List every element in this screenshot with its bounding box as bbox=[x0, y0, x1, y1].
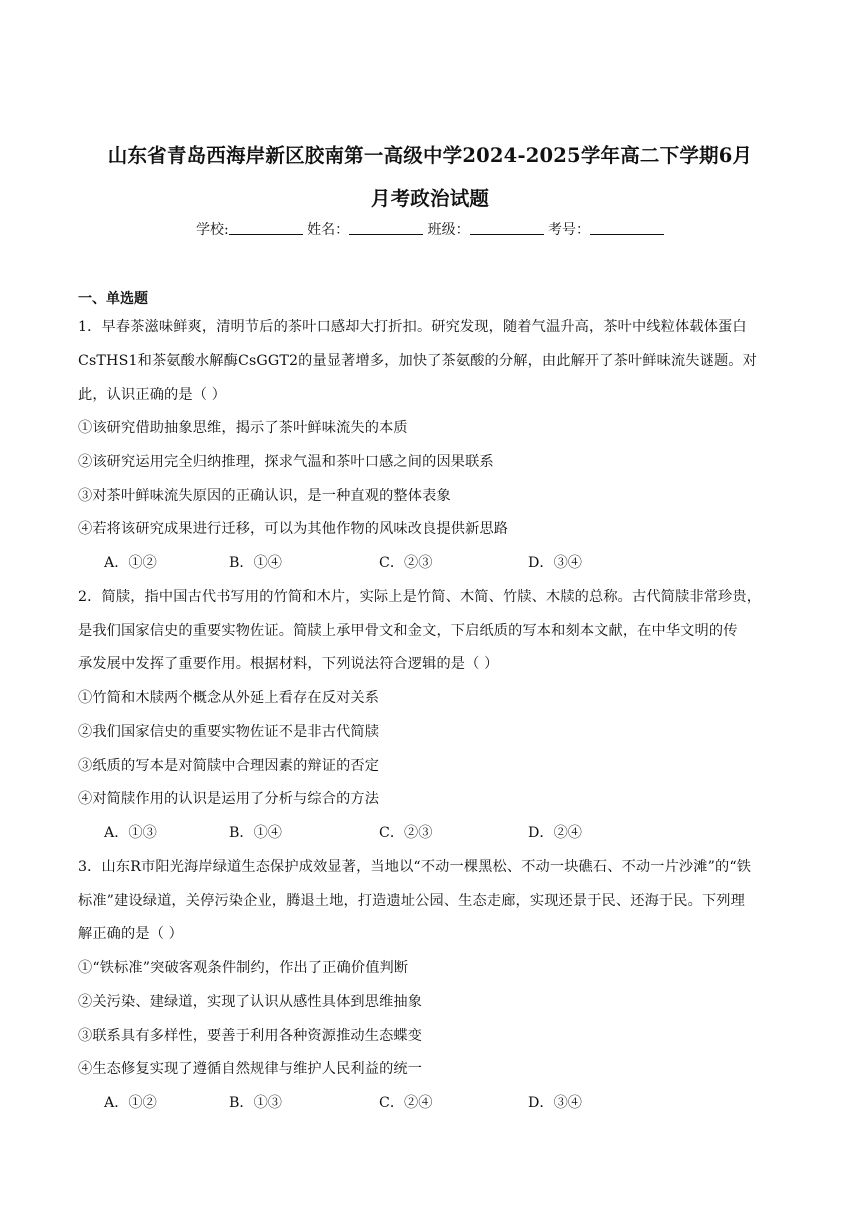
question-stem-line: 此，认识正确的是（ ） bbox=[78, 387, 227, 403]
name-blank bbox=[349, 222, 423, 235]
option-b[interactable]: B．①③ bbox=[229, 1095, 282, 1111]
statement-4: ④生态修复实现了遵循自然规律与维护人民利益的统一 bbox=[78, 1061, 423, 1077]
option-c[interactable]: C．②③ bbox=[379, 825, 433, 841]
question-stem-line: 解正确的是（ ） bbox=[78, 926, 184, 942]
section-title: 一、单选题 bbox=[78, 291, 148, 307]
name-label: 姓名： bbox=[307, 222, 350, 238]
option-d[interactable]: D．③④ bbox=[528, 555, 582, 571]
statement-3: ③纸质的写本是对简牍中合理因素的辩证的否定 bbox=[78, 758, 380, 774]
statement-2: ②该研究运用完全归纳推理，探求气温和茶叶口感之间的因果联系 bbox=[78, 454, 494, 470]
option-a[interactable]: A．①③ bbox=[104, 825, 157, 841]
option-d[interactable]: D．②④ bbox=[528, 825, 582, 841]
class-blank bbox=[470, 222, 544, 235]
statement-3: ③对茶叶鲜味流失原因的正确认识，是一种直观的整体表象 bbox=[78, 488, 451, 504]
option-b[interactable]: B．①④ bbox=[229, 825, 282, 841]
school-blank bbox=[229, 222, 303, 235]
question-stem-line: 是我们国家信史的重要实物佐证。简牍上承甲骨文和金文，下启纸质的写本和刻本文献，在中华文明的传 bbox=[78, 623, 738, 639]
statement-1: ①竹简和木牍两个概念从外延上看存在反对关系 bbox=[78, 690, 380, 706]
question-stem-line: 承发展中发挥了重要作用。根据材料，下列说法符合逻辑的是（ ） bbox=[78, 656, 499, 672]
statement-1: ①该研究借助抽象思维，揭示了茶叶鲜味流失的本质 bbox=[78, 420, 408, 436]
option-d[interactable]: D．③④ bbox=[528, 1095, 582, 1111]
statement-1: ①“铁标准”突破客观条件制约，作出了正确价值判断 bbox=[78, 960, 409, 976]
question-stem-line: 1．早春茶滋味鲜爽，清明节后的茶叶口感却大打折扣。研究发现，随着气温升高，茶叶中线粒体载体蛋白 bbox=[78, 319, 747, 335]
exam-no-blank bbox=[590, 222, 664, 235]
class-label: 班级： bbox=[427, 222, 470, 238]
statement-4: ④若将该研究成果进行迁移，可以为其他作物的风味改良提供新思路 bbox=[78, 521, 509, 537]
question-stem-line: CsTHS1和茶氨酸水解酶CsGGT2的量显著增多，加快了茶氨酸的分解，由此解开了茶叶鲜味流失谜题。对 bbox=[78, 353, 757, 369]
option-c[interactable]: C．②③ bbox=[379, 555, 433, 571]
statement-4: ④对简牍作用的认识是运用了分析与综合的方法 bbox=[78, 791, 380, 807]
school-label: 学校: bbox=[195, 222, 229, 238]
option-c[interactable]: C．②④ bbox=[379, 1095, 433, 1111]
option-b[interactable]: B．①④ bbox=[229, 555, 282, 571]
question-stem-line: 3．山东R市阳光海岸绿道生态保护成效显著，当地以“不动一棵黑松、不动一块礁石、不动一片沙滩”的“铁 bbox=[78, 859, 752, 875]
student-info-row bbox=[0, 219, 860, 239]
exam-title-line1: 山东省青岛西海岸新区胶南第一高级中学2024-2025学年高二下学期6月 bbox=[107, 144, 753, 167]
statement-2: ②关污染、建绿道，实现了认识从感性具体到思维抽象 bbox=[78, 994, 423, 1010]
option-a[interactable]: A．①② bbox=[104, 1095, 157, 1111]
option-a[interactable]: A．①② bbox=[104, 555, 157, 571]
exam-title-line2: 月考政治试题 bbox=[370, 187, 490, 210]
exam-no-label: 考号： bbox=[548, 222, 591, 238]
statement-3: ③联系具有多样性，要善于利用各种资源推动生态蝶变 bbox=[78, 1028, 423, 1044]
statement-2: ②我们国家信史的重要实物佐证不是非古代简牍 bbox=[78, 724, 380, 740]
question-stem-line: 标准”建设绿道，关停污染企业，腾退土地，打造遗址公园、生态走廊，实现还景于民、还海于民。下列理 bbox=[78, 893, 745, 909]
question-stem-line: 2．简牍，指中国古代书写用的竹简和木片，实际上是竹简、木简、竹牍、木牍的总称。古代简牍非常珍贵， bbox=[78, 589, 762, 605]
